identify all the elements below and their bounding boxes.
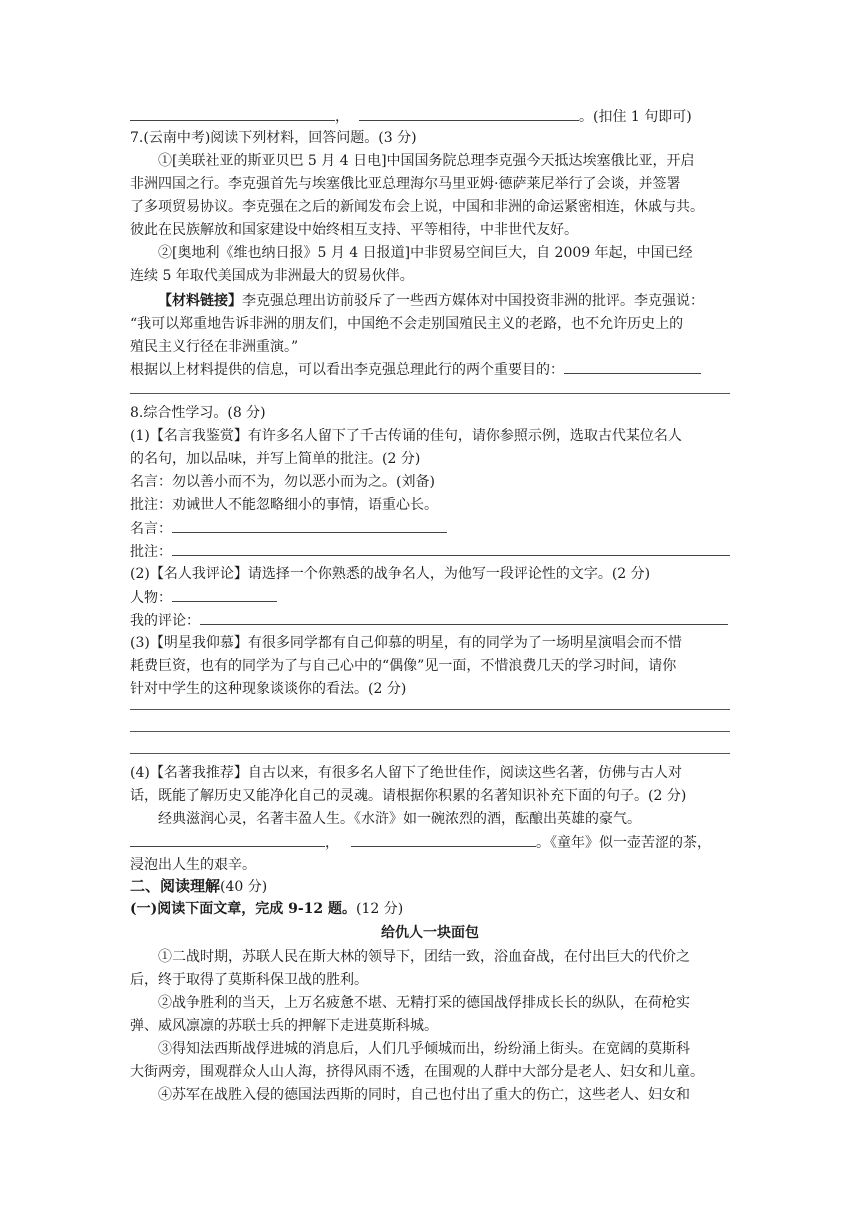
q7-material-1: 彼此在民族解放和国家建设中始终相互支持、平等相待，中非世代友好。	[130, 222, 578, 238]
q8-part3: 耗费巨资，也有的同学为了与自己心中的“偶像”见一面，不惜浪费几天的学习时间，请你	[130, 658, 677, 674]
q7-title: 7.(云南中考)阅读下列材料，回答问题。(3 分)	[130, 130, 417, 146]
q8-example-comment: 批注：劝诫世人不能忽略细小的事情，语重心长。	[130, 497, 438, 513]
article-paragraph-1: ①二战时期，苏联人民在斯大林的领导下，团结一致，浴血奋战，在付出巨大的代价之	[158, 949, 690, 965]
q7-material-link: “我可以郑重地告诉非洲的朋友们，中国绝不会走别国殖民主义的老路，也不允许历史上的	[130, 316, 684, 332]
q7-material-link: 殖民主义行径在非洲重演。”	[130, 339, 299, 355]
answer-blank[interactable]	[564, 358, 701, 374]
blank[interactable]	[130, 831, 325, 847]
q8-person-field: 人物：	[130, 586, 730, 608]
answer-line[interactable]	[130, 753, 730, 754]
article-paragraph-3: 大街两旁，围观群众人山人海，挤得风雨不透，在围观的人群中大部分是老人、妇女和儿童。	[130, 1064, 704, 1080]
quote-blank[interactable]	[172, 517, 447, 533]
person-blank[interactable]	[172, 586, 277, 602]
q7-material-1: ①[美联社亚的斯亚贝巴 5 月 4 日电]中国国务院总理李克强今天抵达埃塞俄比亚，开启	[158, 153, 695, 169]
q8-part4-text: 浸泡出人生的艰辛。	[130, 857, 256, 873]
q8-part1: 的名句，加以品味，并写上简单的批注。(2 分)	[130, 451, 421, 467]
q7-question: 根据以上材料提供的信息，可以看出李克强总理此行的两个重要目的：	[130, 358, 730, 380]
article-paragraph-2: ②战争胜利的当天，上万名疲惫不堪、无精打采的德国战俘排成长长的纵队，在荷枪实	[158, 995, 690, 1011]
article-paragraph-2: 弹、威风凛凛的苏联士兵的押解下走进莫斯科城。	[130, 1018, 438, 1034]
answer-line[interactable]	[130, 731, 730, 732]
blank[interactable]	[130, 105, 335, 121]
q8-part3: (3)【明星我仰慕】有很多同学都有自己仰慕的明星，有的同学为了一场明星演唱会而不惜	[130, 635, 682, 651]
comment-blank[interactable]	[172, 540, 730, 556]
q8-example-quote: 名言：勿以善小而不为，勿以恶小而为之。(刘备)	[130, 474, 435, 490]
answer-line[interactable]	[130, 393, 730, 394]
q8-quote-field: 名言：	[130, 517, 730, 539]
answer-line[interactable]	[130, 709, 730, 710]
article-paragraph-3: ③得知法西斯战俘进城的消息后，人们几乎倾城而出，纷纷涌上街头。在宽阔的莫斯科	[158, 1041, 690, 1057]
q6-blank-line: ， 。(扣住 1 句即可)	[130, 105, 730, 127]
section-heading: 二、阅读理解(40 分)	[130, 877, 268, 895]
subsection-heading: (一)阅读下面文章，完成 9-12 题。(12 分)	[130, 901, 404, 917]
article-paragraph-1: 后，终于取得了莫斯科保卫战的胜利。	[130, 972, 368, 988]
q7-material-2: 连续 5 年取代美国成为非洲最大的贸易伙伴。	[130, 268, 414, 284]
q6-note: 。(扣住 1 句即可)	[579, 109, 692, 125]
q7-material-2: ②[奥地利《维也纳日报》5 月 4 日报道]中非贸易空间巨大，自 2009 年起，中国已经	[158, 245, 693, 261]
q8-part2: (2)【名人我评论】请选择一个你熟悉的战争名人，为他写一段评论性的文字。(2 分)	[130, 566, 651, 582]
article-title: 给仇人一块面包	[381, 925, 479, 941]
q8-review-field: 我的评论：	[130, 609, 730, 631]
blank[interactable]	[351, 831, 536, 847]
q8-part4-text: 经典滋润心灵，名著丰盈人生。《水浒》如一碗浓烈的酒，酝酿出英雄的豪气。	[158, 811, 641, 827]
q7-material-1: 非洲四国之行。李克强首先与埃塞俄比亚总理海尔马里亚姆·德萨莱尼举行了会谈，并签署	[130, 176, 681, 192]
review-blank[interactable]	[200, 609, 728, 625]
q8-part4-blanks: ， 。《童年》似一壶苦涩的茶，	[130, 831, 730, 853]
q8-comment-field: 批注：	[130, 540, 730, 562]
blank[interactable]	[359, 105, 579, 121]
q8-part4: 话，既能了解历史又能净化自己的灵魂。请根据你积累的名著知识补充下面的句子。(2 分)	[130, 788, 687, 804]
q8-part4: (4)【名著我推荐】自古以来，有很多名人留下了绝世佳作，阅读这些名著，仿佛与古人对	[130, 765, 682, 781]
article-paragraph-4: ④苏军在战胜入侵的德国法西斯的同时，自己也付出了重大的伤亡，这些老人、妇女和	[158, 1087, 690, 1103]
q7-material-link: 【材料链接】李克强总理出访前驳斥了一些西方媒体对中国投资非洲的批评。李克强说：	[158, 293, 704, 309]
q8-part1: (1)【名言我鉴赏】有许多名人留下了千古传诵的佳句，请你参照示例，选取古代某位名人	[130, 428, 682, 444]
q7-material-1: 了多项贸易协议。李克强在之后的新闻发布会上说，中国和非洲的命运紧密相连，休戚与共。	[130, 199, 704, 215]
q8-part3: 针对中学生的这种现象谈谈你的看法。(2 分)	[130, 681, 407, 697]
q8-title: 8.综合性学习。(8 分)	[130, 405, 266, 421]
